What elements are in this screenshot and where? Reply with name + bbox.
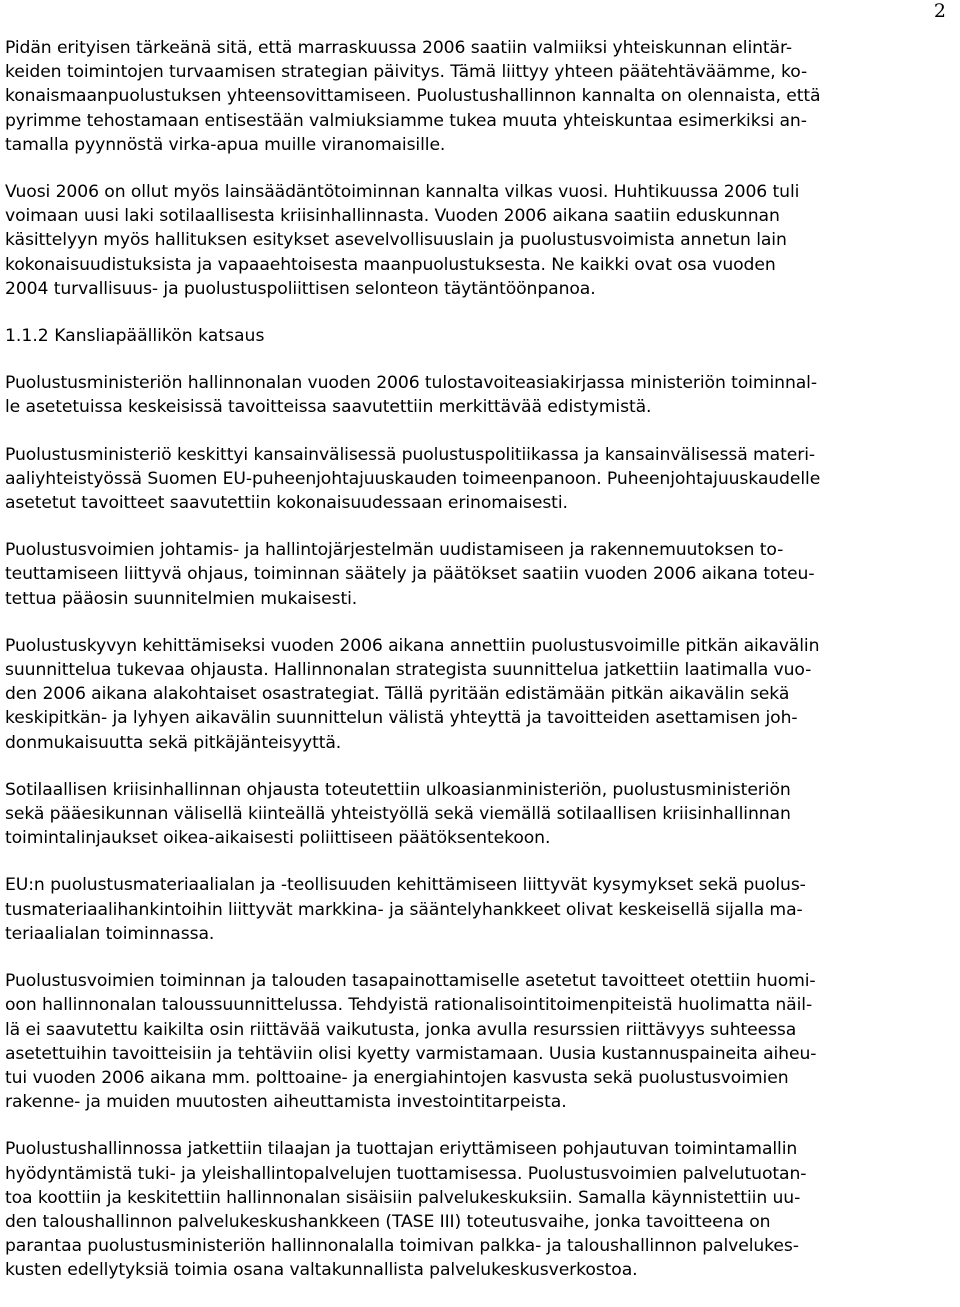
text-line: voimaan uusi laki sotilaallisesta kriisinhallinnasta. Vuoden 2006 aikana saatiin eduskunnan — [5, 206, 780, 227]
text-line: Puolustusministeriön hallinnonalan vuoden 2006 tulostavoiteasiakirjassa ministeriön toiminnal- — [5, 373, 817, 394]
text-line: tamalla pyynnöstä virka-apua muille viranomaisille. — [5, 134, 446, 155]
text-line: donmukaisuutta sekä pitkäjänteisyyttä. — [5, 732, 342, 753]
text-line: tusmateriaalihankintoihin liittyvät markkina- ja sääntelyhankkeet olivat keskeisellä sijalla ma- — [5, 899, 803, 920]
text-line: Puolustuskyvyn kehittämiseksi vuoden 2006 aikana annettiin puolustusvoimille pitkän aikavälin — [5, 635, 820, 656]
text-line: le asetetuissa keskeisissä tavoitteissa saavutettiin merkittävää edistymistä. — [5, 397, 652, 418]
text-line: tettua pääosin suunnitelmien mukaisesti. — [5, 588, 358, 609]
text-line: rakenne- ja muiden muutosten aiheuttamista investointitarpeista. — [5, 1092, 567, 1113]
text-line: asetetut tavoitteet saavutettiin kokonaisuudessaan erinomaisesti. — [5, 493, 568, 514]
text-line: toa koottiin ja keskitettiin hallinnonalan sisäisiin palvelukeskuksiin. Samalla käynnistettiin uu- — [5, 1187, 801, 1208]
paragraph — [5, 36, 955, 157]
text-line: oon hallinnonalan taloussuunnittelussa. Tehdyistä rationalisointitoimenpiteistä huolimatta näil- — [5, 995, 813, 1016]
paragraph — [5, 180, 955, 301]
text-line: konaismaanpuolustuksen yhteensovittamiseen. Puolustushallinnon kannalta on olennaista, että — [5, 86, 821, 107]
document-body — [5, 36, 955, 1306]
text-line: Puolustusministeriö keskittyi kansainvälisessä puolustuspolitiikassa ja kansainvälisessä materi- — [5, 444, 815, 465]
paragraph — [5, 538, 955, 611]
text-line: Vuosi 2006 on ollut myös lainsäädäntötoiminnan kannalta vilkas vuosi. Huhtikuussa 2006 tuli — [5, 182, 800, 203]
text-line: keiden toimintojen turvaamisen strategian päivitys. Tämä liittyy yhteen päätehtäväämme, ko- — [5, 62, 808, 83]
text-line: den taloushallinnon palvelukeskushankkeen (TASE III) toteutusvaihe, jonka tavoitteena on — [5, 1211, 771, 1232]
text-line: 2004 turvallisuus- ja puolustuspoliittisen selonteon täytäntöönpanoa. — [5, 278, 596, 299]
text-line: Puolustusvoimien johtamis- ja hallintojärjestelmän uudistamiseen ja rakennemuutoksen to- — [5, 540, 784, 561]
text-line: kokonaisuudistuksista ja vapaaehtoisesta maanpuolustuksesta. Ne kaikki ovat osa vuoden — [5, 254, 776, 275]
text-line: Puolustusvoimien toiminnan ja talouden tasapainottamiselle asetetut tavoitteet otettiin huomi- — [5, 971, 816, 992]
text-line: toimintalinjaukset oikea-aikaisesti poliittiseen päätöksentekoon. — [5, 828, 551, 849]
text-line: kusten edellytyksiä toimia osana valtakunnallista palvelukeskusverkostoa. — [5, 1260, 638, 1281]
text-line: Sotilaallisen kriisinhallinnan ohjausta toteutettiin ulkoasianministeriön, puolustusministeriön — [5, 779, 791, 800]
text-line: käsittelyyn myös hallituksen esitykset asevelvollisuuslain ja puolustusvoimista annetun lain — [5, 230, 787, 251]
paragraph — [5, 873, 955, 946]
text-line: teuttamiseen liittyvä ohjaus, toiminnan säätely ja päätökset saatiin vuoden 2006 aikana toteu- — [5, 564, 815, 585]
text-line: keskipitkän- ja lyhyen aikavälin suunnittelun välistä yhteyttä ja tavoitteiden asettamisen joh- — [5, 708, 798, 729]
text-line: teriaalialan toiminnassa. — [5, 923, 215, 944]
text-line: den 2006 aikana alakohtaiset osastrategiat. Tällä pyritään edistämään pitkän aikavälin sekä — [5, 684, 790, 705]
text-line: lä ei saavutettu kaikilta osin riittävää vaikutusta, jonka avulla resurssien riittävyys suhteessa — [5, 1019, 797, 1040]
text-line: Pidän erityisen tärkeänä sitä, että marraskuussa 2006 saatiin valmiiksi yhteiskunnan elintär- — [5, 38, 792, 58]
paragraph — [5, 371, 955, 419]
section-heading: 1.1.2 Kansliapäällikön katsaus — [5, 326, 265, 347]
text-line: parantaa puolustusministeriön hallinnonalalla toimivan palkka- ja taloushallinnon palvelukes- — [5, 1236, 799, 1257]
paragraph — [5, 443, 955, 516]
page-number: 2 — [933, 0, 946, 22]
text-line: suunnittelua tukevaa ohjausta. Hallinnonalan strategista suunnittelua jatkettiin laatimalla vuo- — [5, 660, 812, 681]
paragraph — [5, 969, 955, 1114]
text-line: hyödyntämistä tuki- ja yleishallintopalvelujen tuottamisessa. Puolustusvoimien palvelutuotan- — [5, 1163, 807, 1184]
text-line: sekä pääesikunnan välisellä kiinteällä yhteistyöllä sekä viemällä sotilaallisen kriisinhallinnan — [5, 804, 791, 825]
text-line: tui vuoden 2006 aikana mm. polttoaine- ja energiahintojen kasvusta sekä puolustusvoimien — [5, 1067, 789, 1088]
text-line: Puolustushallinnossa jatkettiin tilaajan ja tuottajan eriyttämiseen pohjautuvan toimintamallin — [5, 1139, 798, 1160]
text-line: aaliyhteistyössä Suomen EU-puheenjohtajuuskauden toimeenpanoon. Puheenjohtajuuskaudelle — [5, 468, 821, 489]
paragraph — [5, 634, 955, 755]
text-line: pyrimme tehostamaan entisestään valmiuksiamme tukea muuta yhteiskuntaa esimerkiksi an- — [5, 110, 807, 131]
text-line: asetettuihin tavoitteisiin ja tehtäviin olisi kyetty varmistamaan. Uusia kustannuspaineita aiheu- — [5, 1043, 817, 1064]
text-line: EU:n puolustusmateriaalialan ja -teollisuuden kehittämiseen liittyvät kysymykset sekä puolus- — [5, 875, 806, 896]
paragraph — [5, 1137, 955, 1282]
paragraph — [5, 778, 955, 851]
